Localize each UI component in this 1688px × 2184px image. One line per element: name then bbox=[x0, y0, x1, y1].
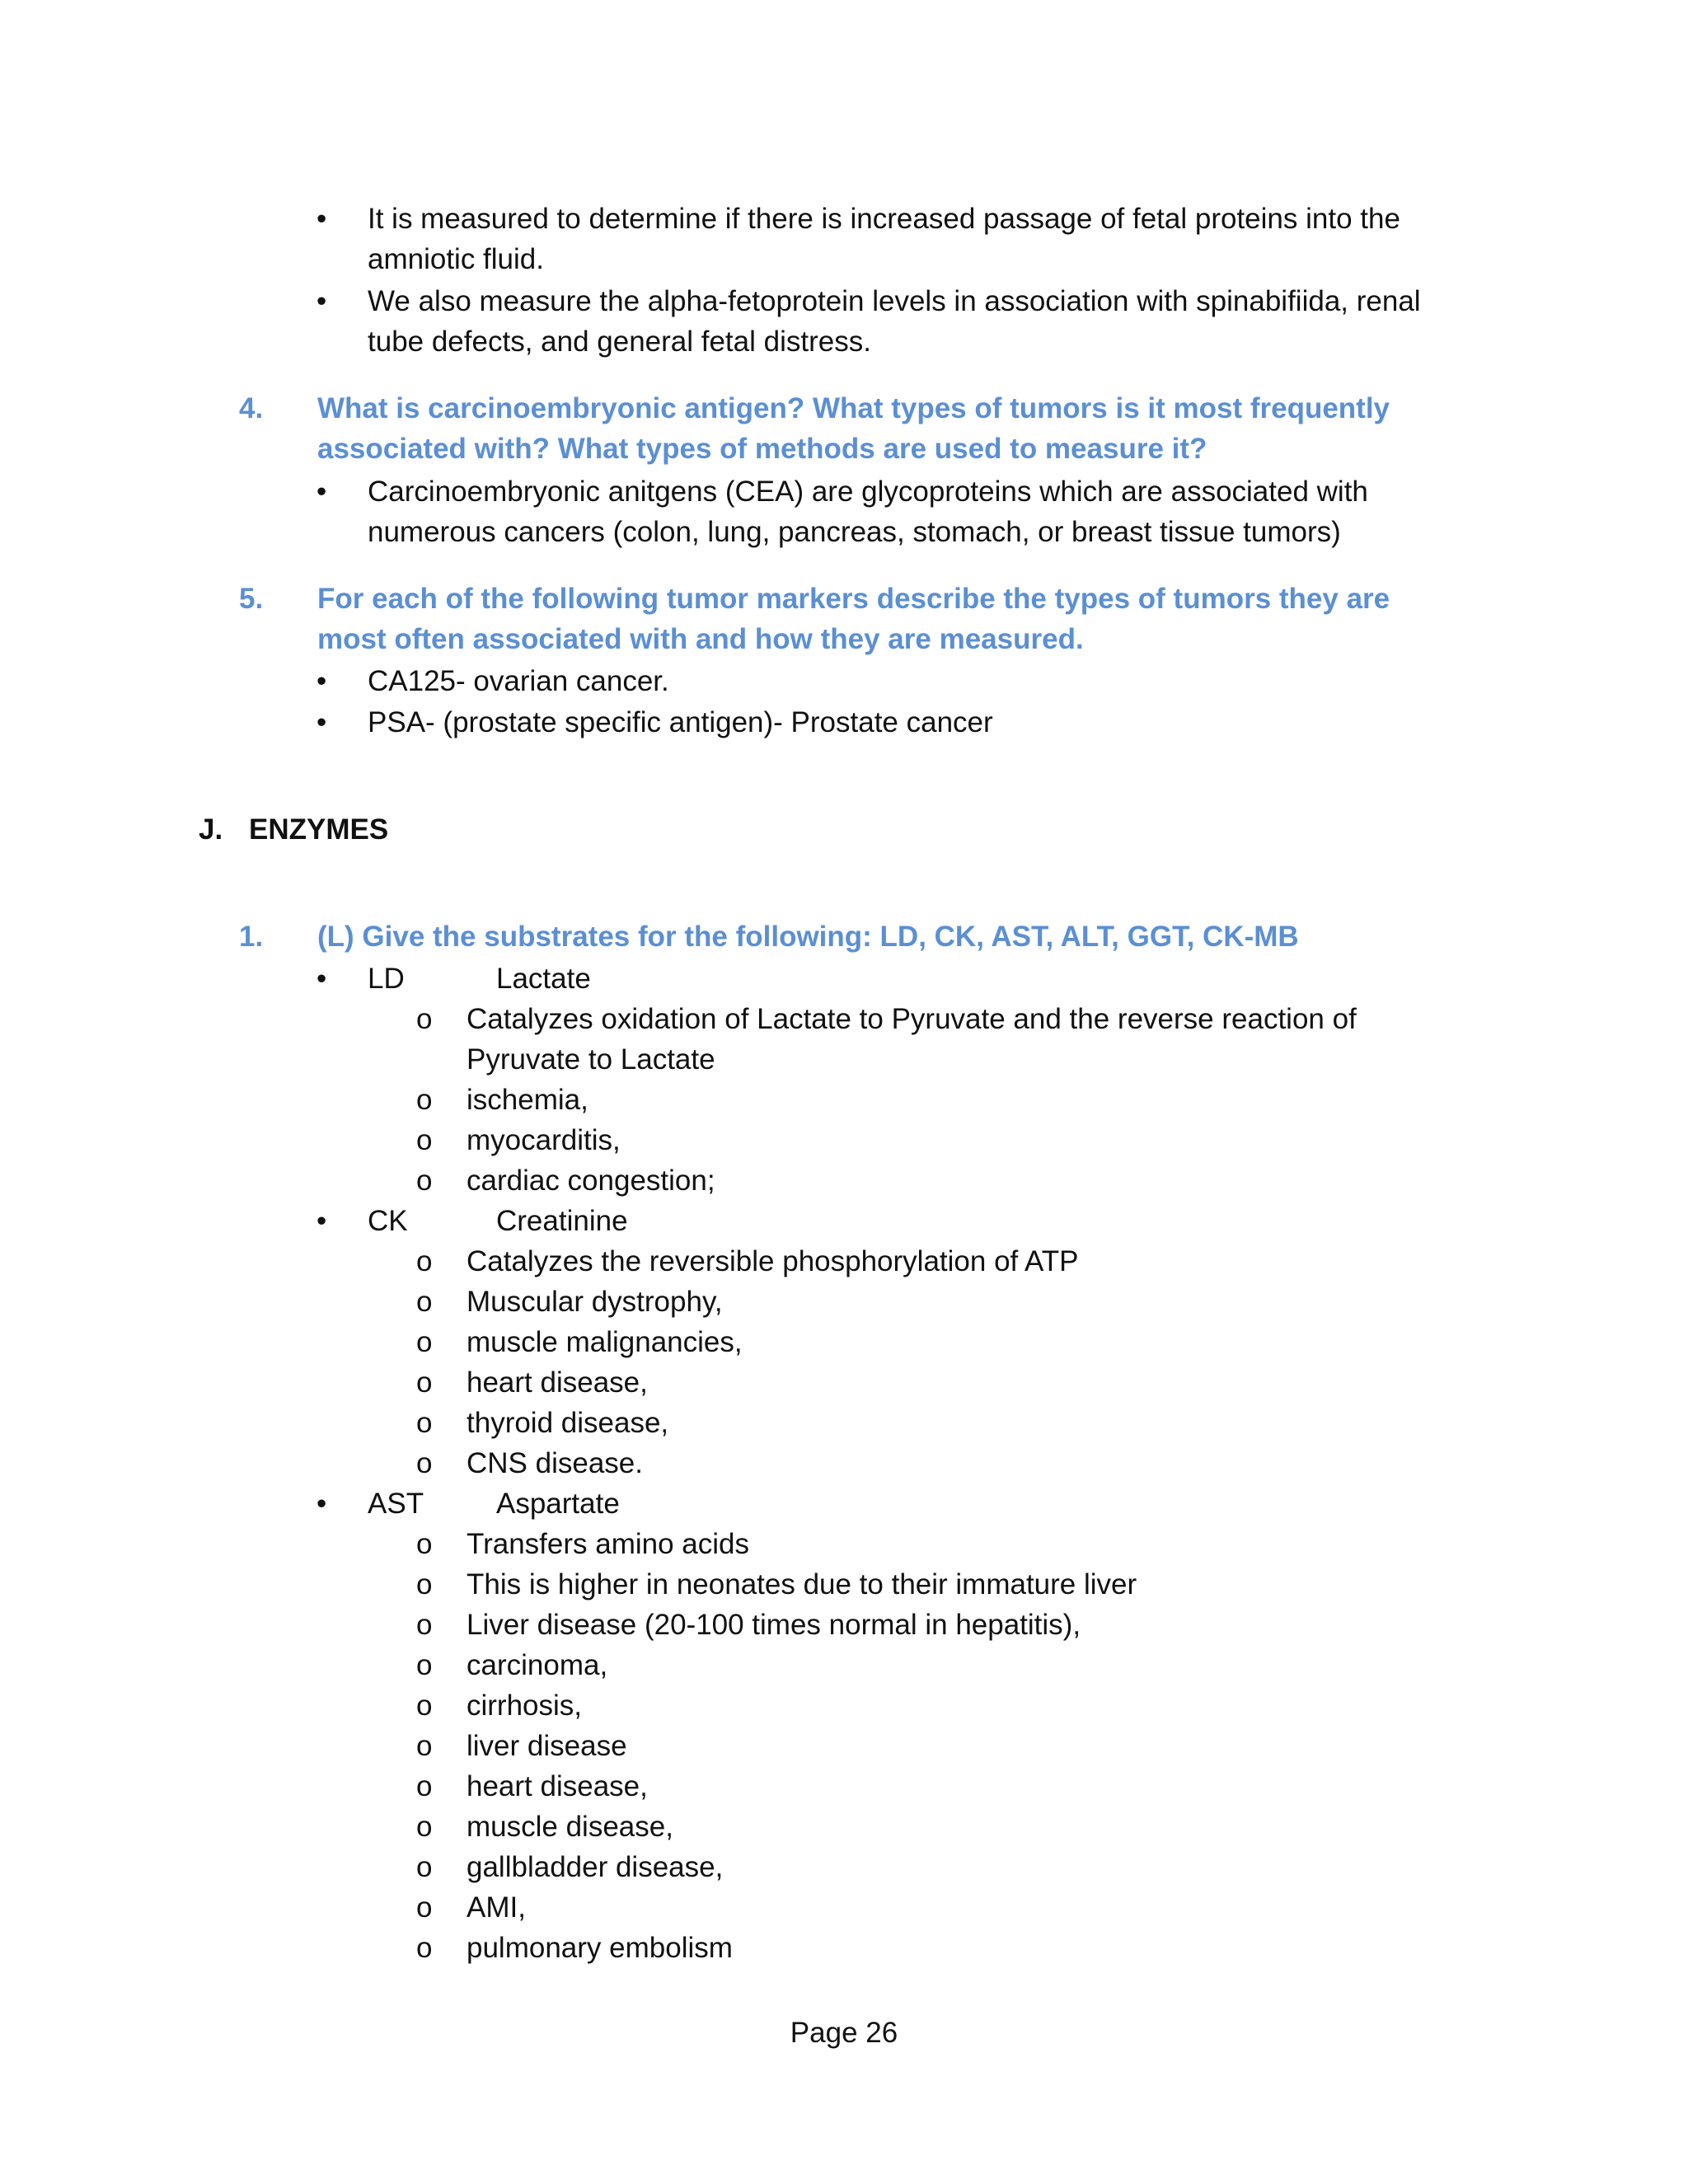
section-title: ENZYMES bbox=[249, 813, 389, 846]
page-number: Page 26 bbox=[790, 2017, 898, 2049]
sub-bullet-text: heart disease, bbox=[467, 1366, 648, 1399]
question-number: 5. bbox=[239, 583, 264, 615]
sub-bullet-text: pulmonary embolism bbox=[467, 1932, 733, 1964]
sub-bullet-marker: o bbox=[416, 1124, 433, 1156]
sub-bullet-text: AMI, bbox=[467, 1891, 526, 1924]
sub-bullet-marker: o bbox=[416, 1770, 433, 1802]
bullet-text: tube defects, and general fetal distress. bbox=[368, 326, 871, 358]
sub-bullet-marker: o bbox=[416, 1286, 433, 1318]
sub-bullet-text: cirrhosis, bbox=[467, 1690, 583, 1722]
sub-bullet-text: Liver disease (20-100 times normal in hepatitis), bbox=[467, 1609, 1081, 1641]
sub-bullet-text: Catalyzes oxidation of Lactate to Pyruvate and the reverse reaction of bbox=[467, 1003, 1357, 1035]
question-text: For each of the following tumor markers describe the types of tumors they are bbox=[317, 583, 1390, 615]
sub-bullet-text: CNS disease. bbox=[467, 1447, 643, 1479]
bullet-marker: • bbox=[316, 476, 327, 508]
sub-bullet-marker: o bbox=[416, 1690, 433, 1722]
sub-bullet-marker: o bbox=[416, 1528, 433, 1560]
bullet-text: numerous cancers (colon, lung, pancreas, stomach, or breast tissue tumors) bbox=[368, 516, 1341, 548]
bullet-marker: • bbox=[316, 1205, 327, 1237]
sub-bullet-marker: o bbox=[416, 1730, 433, 1762]
sub-bullet-marker: o bbox=[416, 1366, 433, 1399]
sub-bullet-marker: o bbox=[416, 1407, 433, 1439]
bullet-marker: • bbox=[316, 665, 327, 697]
sub-bullet-text: Catalyzes the reversible phosphorylation of ATP bbox=[467, 1245, 1079, 1277]
enzyme-entry-ck bbox=[368, 1201, 628, 1241]
sub-bullet-text: carcinoma, bbox=[467, 1649, 608, 1681]
question-text: most often associated with and how they are measured. bbox=[317, 623, 1084, 655]
sub-bullet-text: muscle disease, bbox=[467, 1811, 673, 1843]
enzyme-substrate: Aspartate bbox=[496, 1488, 620, 1520]
enzyme-name: CK bbox=[368, 1205, 408, 1237]
question-text: (L) Give the substrates for the following: LD, CK, AST, ALT, GGT, CK-MB bbox=[317, 921, 1299, 953]
bullet-marker: • bbox=[316, 285, 327, 317]
bullet-text: We also measure the alpha-fetoprotein levels in association with spinabifiida, renal bbox=[368, 285, 1421, 317]
sub-bullet-marker: o bbox=[416, 1084, 433, 1116]
sub-bullet-text: myocarditis, bbox=[467, 1124, 621, 1156]
sub-bullet-marker: o bbox=[416, 1932, 433, 1964]
enzyme-name: AST bbox=[368, 1488, 424, 1520]
question-text: associated with? What types of methods are used to measure it? bbox=[317, 433, 1207, 465]
sub-bullet-marker: o bbox=[416, 1649, 433, 1681]
enzyme-entry-ld bbox=[368, 958, 591, 999]
bullet-text: amniotic fluid. bbox=[368, 243, 544, 275]
sub-bullet-marker: o bbox=[416, 1811, 433, 1843]
bullet-marker: • bbox=[316, 203, 327, 235]
sub-bullet-text: This is higher in neonates due to their immature liver bbox=[467, 1568, 1137, 1601]
sub-bullet-marker: o bbox=[416, 1165, 433, 1197]
sub-bullet-text: gallbladder disease, bbox=[467, 1851, 724, 1883]
sub-bullet-marker: o bbox=[416, 1003, 433, 1035]
sub-bullet-text: Transfers amino acids bbox=[467, 1528, 749, 1560]
sub-bullet-marker: o bbox=[416, 1447, 433, 1479]
sub-bullet-marker: o bbox=[416, 1326, 433, 1358]
sub-bullet-text: Muscular dystrophy, bbox=[467, 1286, 723, 1318]
question-number: 4. bbox=[239, 392, 264, 424]
sub-bullet-text: ischemia, bbox=[467, 1084, 588, 1116]
sub-bullet-marker: o bbox=[416, 1609, 433, 1641]
bullet-marker: • bbox=[316, 706, 327, 738]
question-number: 1. bbox=[239, 921, 264, 953]
enzyme-name: LD bbox=[368, 963, 405, 995]
enzyme-substrate: Creatinine bbox=[496, 1205, 628, 1237]
bullet-text: CA125- ovarian cancer. bbox=[368, 665, 669, 697]
bullet-text: PSA- (prostate specific antigen)- Prostate cancer bbox=[368, 706, 993, 738]
sub-bullet-text: Pyruvate to Lactate bbox=[467, 1043, 715, 1076]
sub-bullet-marker: o bbox=[416, 1851, 433, 1883]
sub-bullet-text: thyroid disease, bbox=[467, 1407, 669, 1439]
bullet-marker: • bbox=[316, 1488, 327, 1520]
sub-bullet-text: liver disease bbox=[467, 1730, 627, 1762]
sub-bullet-marker: o bbox=[416, 1891, 433, 1924]
bullet-marker: • bbox=[316, 963, 327, 995]
bullet-text: It is measured to determine if there is increased passage of fetal proteins into the bbox=[368, 203, 1400, 235]
section-label: J. bbox=[199, 813, 223, 846]
sub-bullet-marker: o bbox=[416, 1245, 433, 1277]
question-text: What is carcinoembryonic antigen? What types of tumors is it most frequently bbox=[317, 392, 1390, 424]
sub-bullet-marker: o bbox=[416, 1568, 433, 1601]
sub-bullet-text: heart disease, bbox=[467, 1770, 648, 1802]
sub-bullet-text: muscle malignancies, bbox=[467, 1326, 743, 1358]
enzyme-substrate: Lactate bbox=[496, 963, 591, 995]
bullet-text: Carcinoembryonic anitgens (CEA) are glycoproteins which are associated with bbox=[368, 476, 1368, 508]
sub-bullet-text: cardiac congestion; bbox=[467, 1165, 715, 1197]
enzyme-entry-ast bbox=[368, 1483, 620, 1524]
